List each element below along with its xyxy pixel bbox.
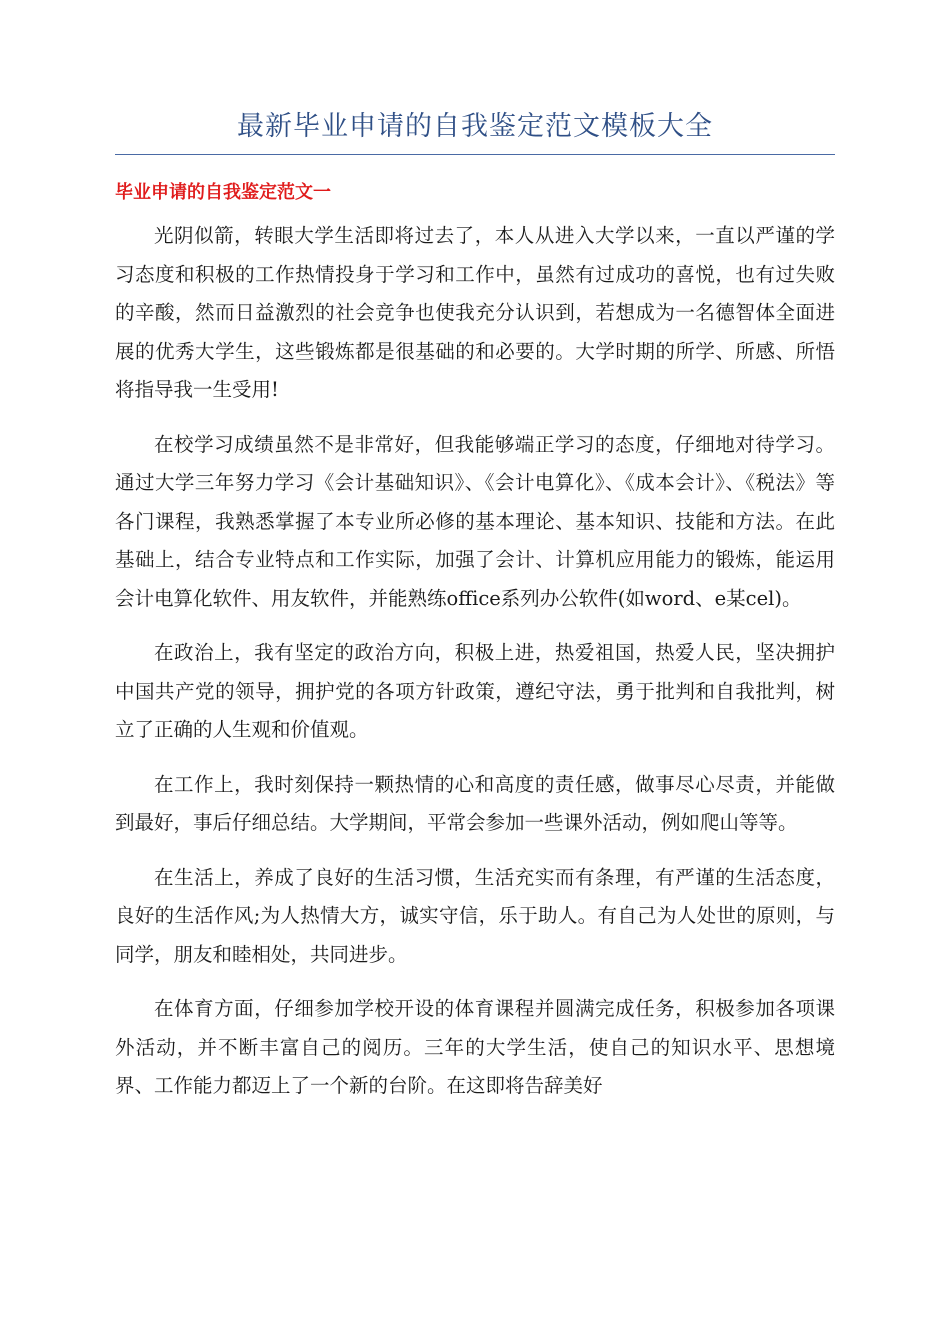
- paragraph-1: 光阴似箭，转眼大学生活即将过去了，本人从进入大学以来，一直以严谨的学习态度和积极的工作热情投身于学习和工作中，虽然有过成功的喜悦，也有过失败的辛酸，然而日益激烈的社会竞争也使我充分认识到，若想成为一名德智体全面进展的优秀大学生，这些锻炼都是很基础的和必要的。大学时期的所学、所感、所悟将指导我一生受用!: [115, 224, 835, 401]
- paragraph-4: 在工作上，我时刻保持一颗热情的心和高度的责任感，做事尽心尽责，并能做到最好，事后仔细总结。大学期间，平常会参加一些课外活动，例如爬山等等。: [115, 772, 835, 834]
- paragraph-3: 在政治上，我有坚定的政治方向，积极上进，热爱祖国，热爱人民，坚决拥护中国共产党的领导，拥护党的各项方针政策，遵纪守法，勇于批判和自我批判，树立了正确的人生观和价值观。: [115, 641, 835, 741]
- paragraph-5: 在生活上，养成了良好的生活习惯，生活充实而有条理，有严谨的生活态度，良好的生活作风;为人热情大方，诚实守信，乐于助人。有自己为人处世的原则，与同学，朋友和睦相处，共同进步。: [115, 865, 835, 966]
- paragraph-2: 在校学习成绩虽然不是非常好，但我能够端正学习的态度，仔细地对待学习。通过大学三年努力学习《会计基础知识》、《会计电算化》、《成本会计》、《税法》等各门课程，我熟悉掌握了本专业所必修的基本理论、基本知识、技能和方法。在此基础上，结合专业特点和工作实际，加强了会计、计算机应用能力的锻炼，能运用会计电算化软件、用友软件，并能熟练office系列办公软件(如word、e某cel)。: [115, 432, 835, 610]
- section-heading: 毕业申请的自我鉴定范文一: [115, 182, 331, 203]
- paragraph-6: 在体育方面，仔细参加学校开设的体育课程并圆满完成任务，积极参加各项课外活动，并不断丰富自己的阅历。三年的大学生活，使自己的知识水平、思想境界、工作能力都迈上了一个新的台阶。在这即将告辞美好: [115, 997, 835, 1097]
- title-underline: [115, 154, 835, 155]
- document-page: [115, 110, 835, 1122]
- document-title: 最新毕业申请的自我鉴定范文模板大全: [237, 111, 713, 142]
